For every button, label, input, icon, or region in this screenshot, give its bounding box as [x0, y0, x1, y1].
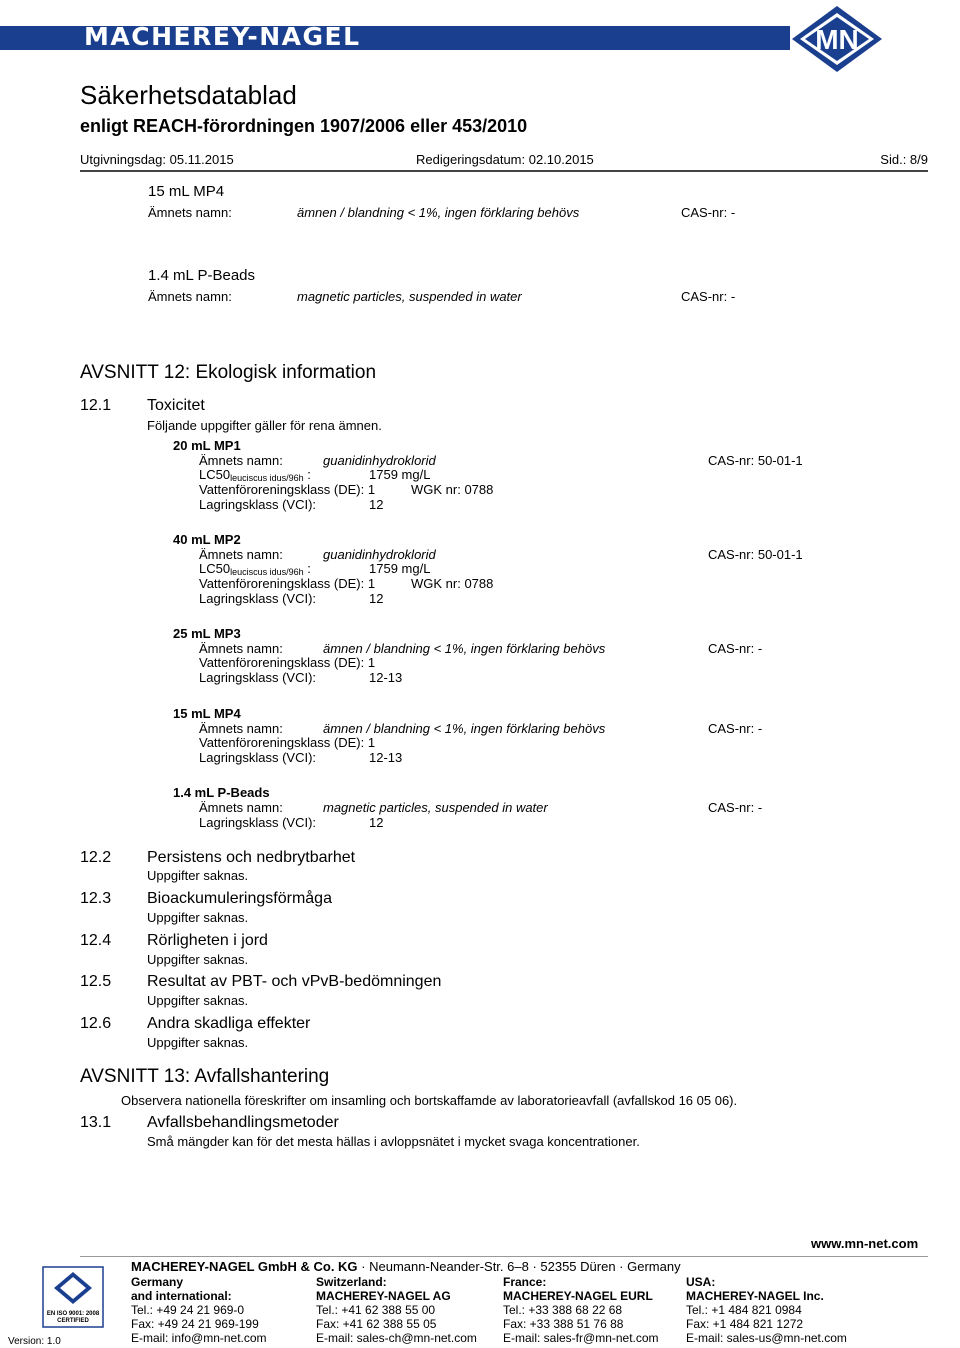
- item-name: 40 mL MP2: [173, 532, 241, 547]
- substance-label: Ämnets namn:: [199, 453, 283, 468]
- storage-class-label: Lagringsklass (VCI):: [199, 750, 317, 765]
- substance-label: Ämnets namn:: [199, 721, 283, 736]
- mn-logo-text: MN: [815, 24, 859, 55]
- brand-name: MACHEREY-NAGEL: [84, 22, 361, 51]
- cas-number: CAS-nr: -: [681, 289, 736, 304]
- cas-number: CAS-nr: -: [681, 205, 736, 220]
- subsection-text: Uppgifter saknas.: [147, 910, 249, 925]
- storage-class-label: Lagringsklass (VCI):: [199, 815, 317, 830]
- cas-number: CAS-nr: -: [708, 800, 763, 815]
- subsection-text: Uppgifter saknas.: [147, 952, 249, 967]
- cas-number: CAS-nr: 50-01-1: [708, 547, 803, 562]
- substance-value: ämnen / blandning < 1%, ingen förklaring behövs: [297, 205, 580, 220]
- cas-number: CAS-nr: -: [708, 721, 763, 736]
- subsection-text: Uppgifter saknas.: [147, 993, 249, 1008]
- substance-label: Ämnets namn:: [148, 205, 232, 220]
- item-name: 15 mL MP4: [173, 706, 241, 721]
- substance-value: magnetic particles, suspended in water: [323, 800, 548, 815]
- storage-class-label: Lagringsklass (VCI):: [199, 670, 317, 685]
- substance-label: Ämnets namn:: [199, 641, 283, 656]
- subsection-number: 12.5: [80, 973, 112, 990]
- page-subtitle: enligt REACH-förordningen 1907/2006 eller 453/2010: [80, 116, 528, 136]
- subsection-text: Uppgifter saknas.: [147, 1035, 249, 1050]
- footer-contact-france: France: MACHEREY-NAGEL EURL Tel.: +33 388 68 22 68 Fax: +33 388 51 76 88 E-mail: sales-fr@mn-net.com: [503, 1275, 659, 1345]
- section-12-title: AVSNITT 12: Ekologisk information: [80, 362, 377, 383]
- cas-number: CAS-nr: -: [708, 641, 763, 656]
- substance-value: ämnen / blandning < 1%, ingen förklaring behövs: [323, 641, 606, 656]
- wgk-number: WGK nr: 0788: [411, 576, 494, 591]
- subsection-title: Avfallsbehandlingsmetoder: [147, 1114, 339, 1131]
- subsection-number: 12.2: [80, 849, 112, 866]
- mn-logo: [786, 4, 888, 74]
- version-label: Version: 1.0: [8, 1336, 61, 1347]
- page-footer: [0, 1236, 960, 1348]
- item-name: 1.4 mL P-Beads: [148, 267, 255, 284]
- cert-line-1: EN ISO 9001: 2008: [46, 1311, 100, 1317]
- storage-class-label: Lagringsklass (VCI):: [199, 591, 317, 606]
- item-name: 1.4 mL P-Beads: [173, 785, 270, 800]
- subsection-title: Andra skadliga effekter: [147, 1015, 311, 1032]
- storage-class-value: 12: [369, 497, 384, 512]
- wgk-number: WGK nr: 0788: [411, 482, 494, 497]
- water-hazard-class: Vattenföroreningsklass (DE): 1: [199, 735, 376, 750]
- water-hazard-class: Vattenföroreningsklass (DE): 1: [199, 576, 376, 591]
- subsection-title: Toxicitet: [147, 397, 205, 414]
- storage-class-label: Lagringsklass (VCI):: [199, 497, 317, 512]
- issue-date: Utgivningsdag: 05.11.2015: [80, 152, 234, 167]
- substance-label: Ämnets namn:: [199, 800, 283, 815]
- website-link[interactable]: www.mn-net.com: [811, 1236, 919, 1251]
- substance-label: Ämnets namn:: [199, 547, 283, 562]
- subsection-title: Bioackumuleringsförmåga: [147, 890, 332, 907]
- substance-value: ämnen / blandning < 1%, ingen förklaring behövs: [323, 721, 606, 736]
- iso-certification-badge: [42, 1266, 104, 1328]
- company-line: MACHEREY-NAGEL GmbH & Co. KG · Neumann-Neander-Str. 6–8 · 52355 Düren · Germany: [131, 1259, 681, 1274]
- lc50-value: 1759 mg/L: [369, 561, 431, 576]
- lc50-value: 1759 mg/L: [369, 467, 431, 482]
- lc50-label: $LC50_{leuciscus idus/96h}$ :: [199, 467, 311, 483]
- storage-class-value: 12: [369, 591, 384, 606]
- water-hazard-class: Vattenföroreningsklass (DE): 1: [199, 482, 376, 497]
- subsection-number: 12.4: [80, 932, 112, 949]
- lc50-label: $LC50_{leuciscus idus/96h}$ :: [199, 561, 311, 577]
- subsection-number: 12.1: [80, 397, 112, 414]
- substance-value: magnetic particles, suspended in water: [297, 289, 522, 304]
- subsection-title: Rörligheten i jord: [147, 932, 268, 949]
- cas-number: CAS-nr: 50-01-1: [708, 453, 803, 468]
- subsection-note: Följande uppgifter gäller för rena ämnen.: [147, 418, 382, 433]
- page-title: Säkerhetsdatablad: [80, 80, 297, 110]
- storage-class-value: 12: [369, 815, 384, 830]
- storage-class-value: 12-13: [369, 750, 403, 765]
- page-number: Sid.: 8/9: [880, 152, 928, 167]
- substance-value: guanidinhydroklorid: [323, 453, 436, 468]
- subsection-number: 13.1: [80, 1114, 112, 1131]
- subsection-number: 12.6: [80, 1015, 112, 1032]
- footer-contact-switzerland: Switzerland: MACHEREY-NAGEL AG Tel.: +41 62 388 55 00 Fax: +41 62 388 55 05 E-mail: sales-ch@mn-net.com: [316, 1275, 477, 1345]
- footer-divider: [80, 1256, 928, 1257]
- subsection-title: Resultat av PBT- och vPvB-bedömningen: [147, 973, 442, 990]
- substance-value: guanidinhydroklorid: [323, 547, 436, 562]
- revision-date: Redigeringsdatum: 02.10.2015: [416, 152, 594, 167]
- water-hazard-class: Vattenföroreningsklass (DE): 1: [199, 655, 376, 670]
- item-name: 25 mL MP3: [173, 626, 241, 641]
- item-name: 15 mL MP4: [148, 183, 225, 200]
- item-name: 20 mL MP1: [173, 438, 241, 453]
- doc-meta-bar: [80, 152, 928, 172]
- cert-line-2: CERTIFIED: [57, 1318, 89, 1324]
- subsection-number: 12.3: [80, 890, 112, 907]
- section-13-note: Observera nationella föreskrifter om insamling och bortskaffamde av laboratorieavfall (avfallskod 16 05 06).: [121, 1093, 738, 1108]
- storage-class-value: 12-13: [369, 670, 403, 685]
- subsection-text: Små mängder kan för det mesta hällas i avloppsnätet i mycket svaga koncentrationer.: [147, 1134, 640, 1149]
- subsection-title: Persistens och nedbrytbarhet: [147, 849, 356, 866]
- section-13-title: AVSNITT 13: Avfallshantering: [80, 1066, 330, 1087]
- footer-contact-usa: USA: MACHEREY-NAGEL Inc. Tel.: +1 484 821 0984 Fax: +1 484 821 1272 E-mail: sales-us@mn-net.com: [686, 1275, 847, 1345]
- subsection-text: Uppgifter saknas.: [147, 868, 249, 883]
- substance-label: Ämnets namn:: [148, 289, 232, 304]
- brand-header: [0, 0, 960, 74]
- footer-contact-germany: Germany and international: Tel.: +49 24 21 969-0 Fax: +49 24 21 969-199 E-mail: info@mn-net.com: [131, 1275, 267, 1345]
